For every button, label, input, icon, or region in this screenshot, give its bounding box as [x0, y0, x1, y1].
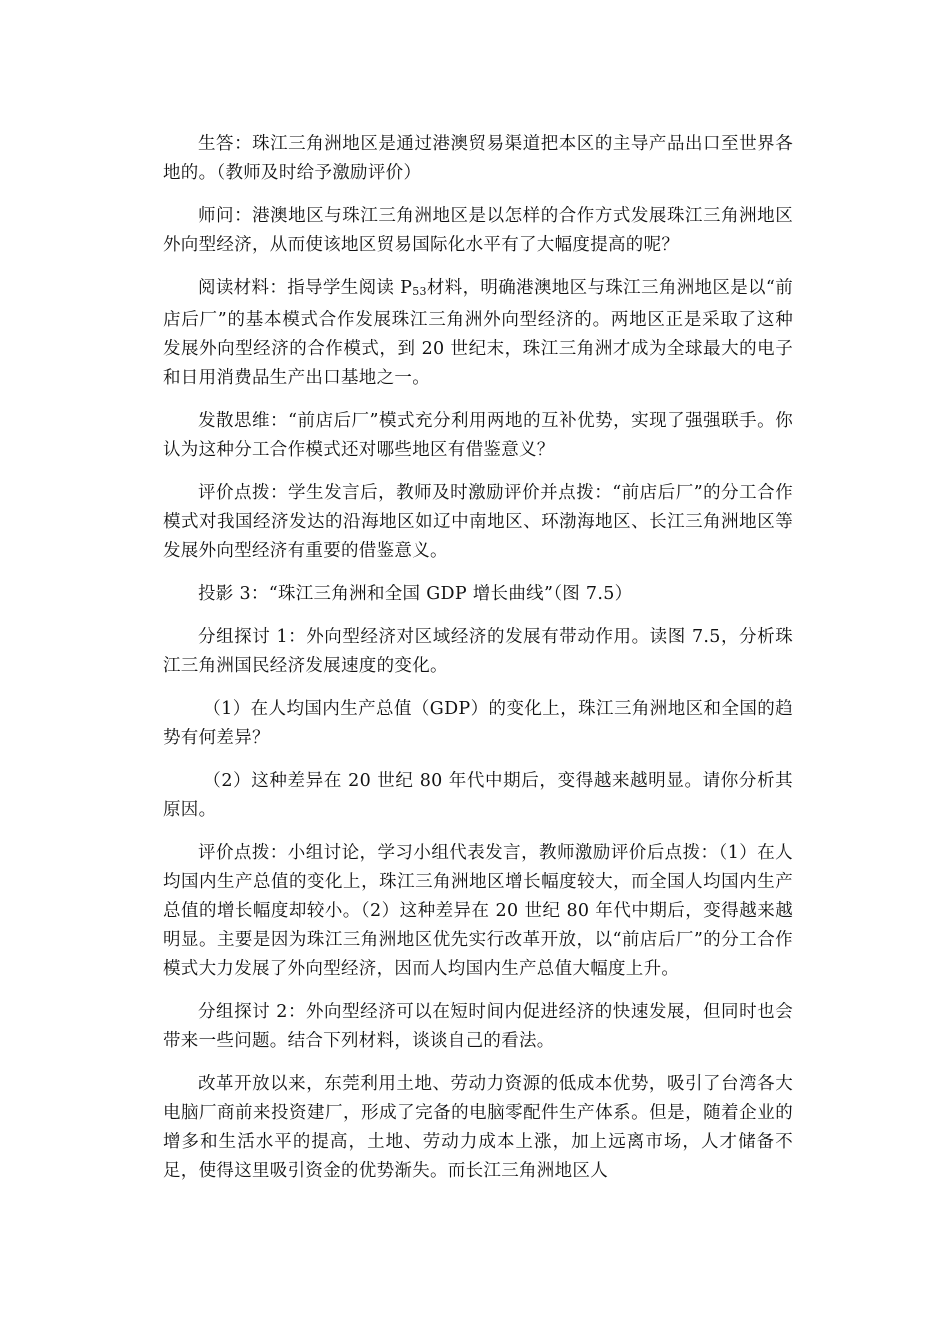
paragraph-student-answer: 生答：珠江三角洲地区是通过港澳贸易渠道把本区的主导产品出口至世界各地的。（教师及时给予激励评价） [163, 134, 793, 183]
paragraph-question-2: （2）这种差异在 20 世纪 80 年代中期后，变得越来越明显。请你分析其原因。 [163, 771, 793, 820]
paragraph-group-discussion-2: 分组探讨 2：外向型经济可以在短时间内促进经济的快速发展，但同时也会带来一些问题。结合下列材料，谈谈自己的看法。 [163, 1002, 793, 1051]
paragraph-group-discussion-1: 分组探讨 1：外向型经济对区域经济的发展有带动作用。读图 7.5，分析珠江三角洲国民经济发展速度的变化。 [163, 627, 793, 676]
page-number-subscript: 53 [412, 285, 427, 298]
paragraph-question-1: （1）在人均国内生产总值（GDP）的变化上，珠江三角洲地区和全国的趋势有何差异？ [163, 699, 793, 748]
paragraph-teacher-question: 师问：港澳地区与珠江三角洲地区是以怎样的合作方式发展珠江三角洲地区外向型经济，从而使该地区贸易国际化水平有了大幅度提高的呢？ [163, 206, 793, 255]
paragraph-projection-3: 投影 3：“珠江三角洲和全国 GDP 增长曲线”（图 7.5） [198, 584, 633, 604]
reading-material-text-end: 材料，明确港澳地区与珠江三角洲地区是以“前店后厂”的基本模式合作发展珠江三角洲外向型经济的。两地区正是采取了这种发展外向型经济的合作模式，到 20 世纪末，珠江三角洲才成为全球最大的电子和日用消费品生产出口基地之一。 [163, 278, 793, 388]
paragraph-divergent-thinking: 发散思维：“前店后厂”模式充分利用两地的互补优势，实现了强强联手。你认为这种分工合作模式还对哪些地区有借鉴意义？ [163, 411, 793, 460]
reading-material-text-start: 阅读材料：指导学生阅读 P [198, 278, 413, 298]
document-page [163, 130, 793, 1200]
paragraph-evaluation-2: 评价点拨：小组讨论，学习小组代表发言，教师激励评价后点拨：（1）在人均国内生产总值的变化上，珠江三角洲地区增长幅度较大，而全国人均国内生产总值的增长幅度却较小。（2）这种差异在 20 世纪 80 年代中期后，变得越来越明显。主要是因为珠江三角洲地区优先实行改革开放，以“前店后厂”的分工合作模式大力发展了外向型经济，因而人均国内生产总值大幅度上升。 [163, 843, 793, 979]
paragraph-reading-material [163, 274, 793, 393]
paragraph-dongguan-material: 改革开放以来，东莞利用土地、劳动力资源的低成本优势，吸引了台湾各大电脑厂商前来投资建厂，形成了完备的电脑零配件生产体系。但是，随着企业的增多和生活水平的提高，土地、劳动力成本上涨，加上远离市场，人才储备不足，使得这里吸引资金的优势渐失。而长江三角洲地区人 [163, 1074, 793, 1181]
paragraph-evaluation-1: 评价点拨：学生发言后，教师及时激励评价并点拨：“前店后厂”的分工合作模式对我国经济发达的沿海地区如辽中南地区、环渤海地区、长江三角洲地区等发展外向型经济有重要的借鉴意义。 [163, 483, 793, 561]
